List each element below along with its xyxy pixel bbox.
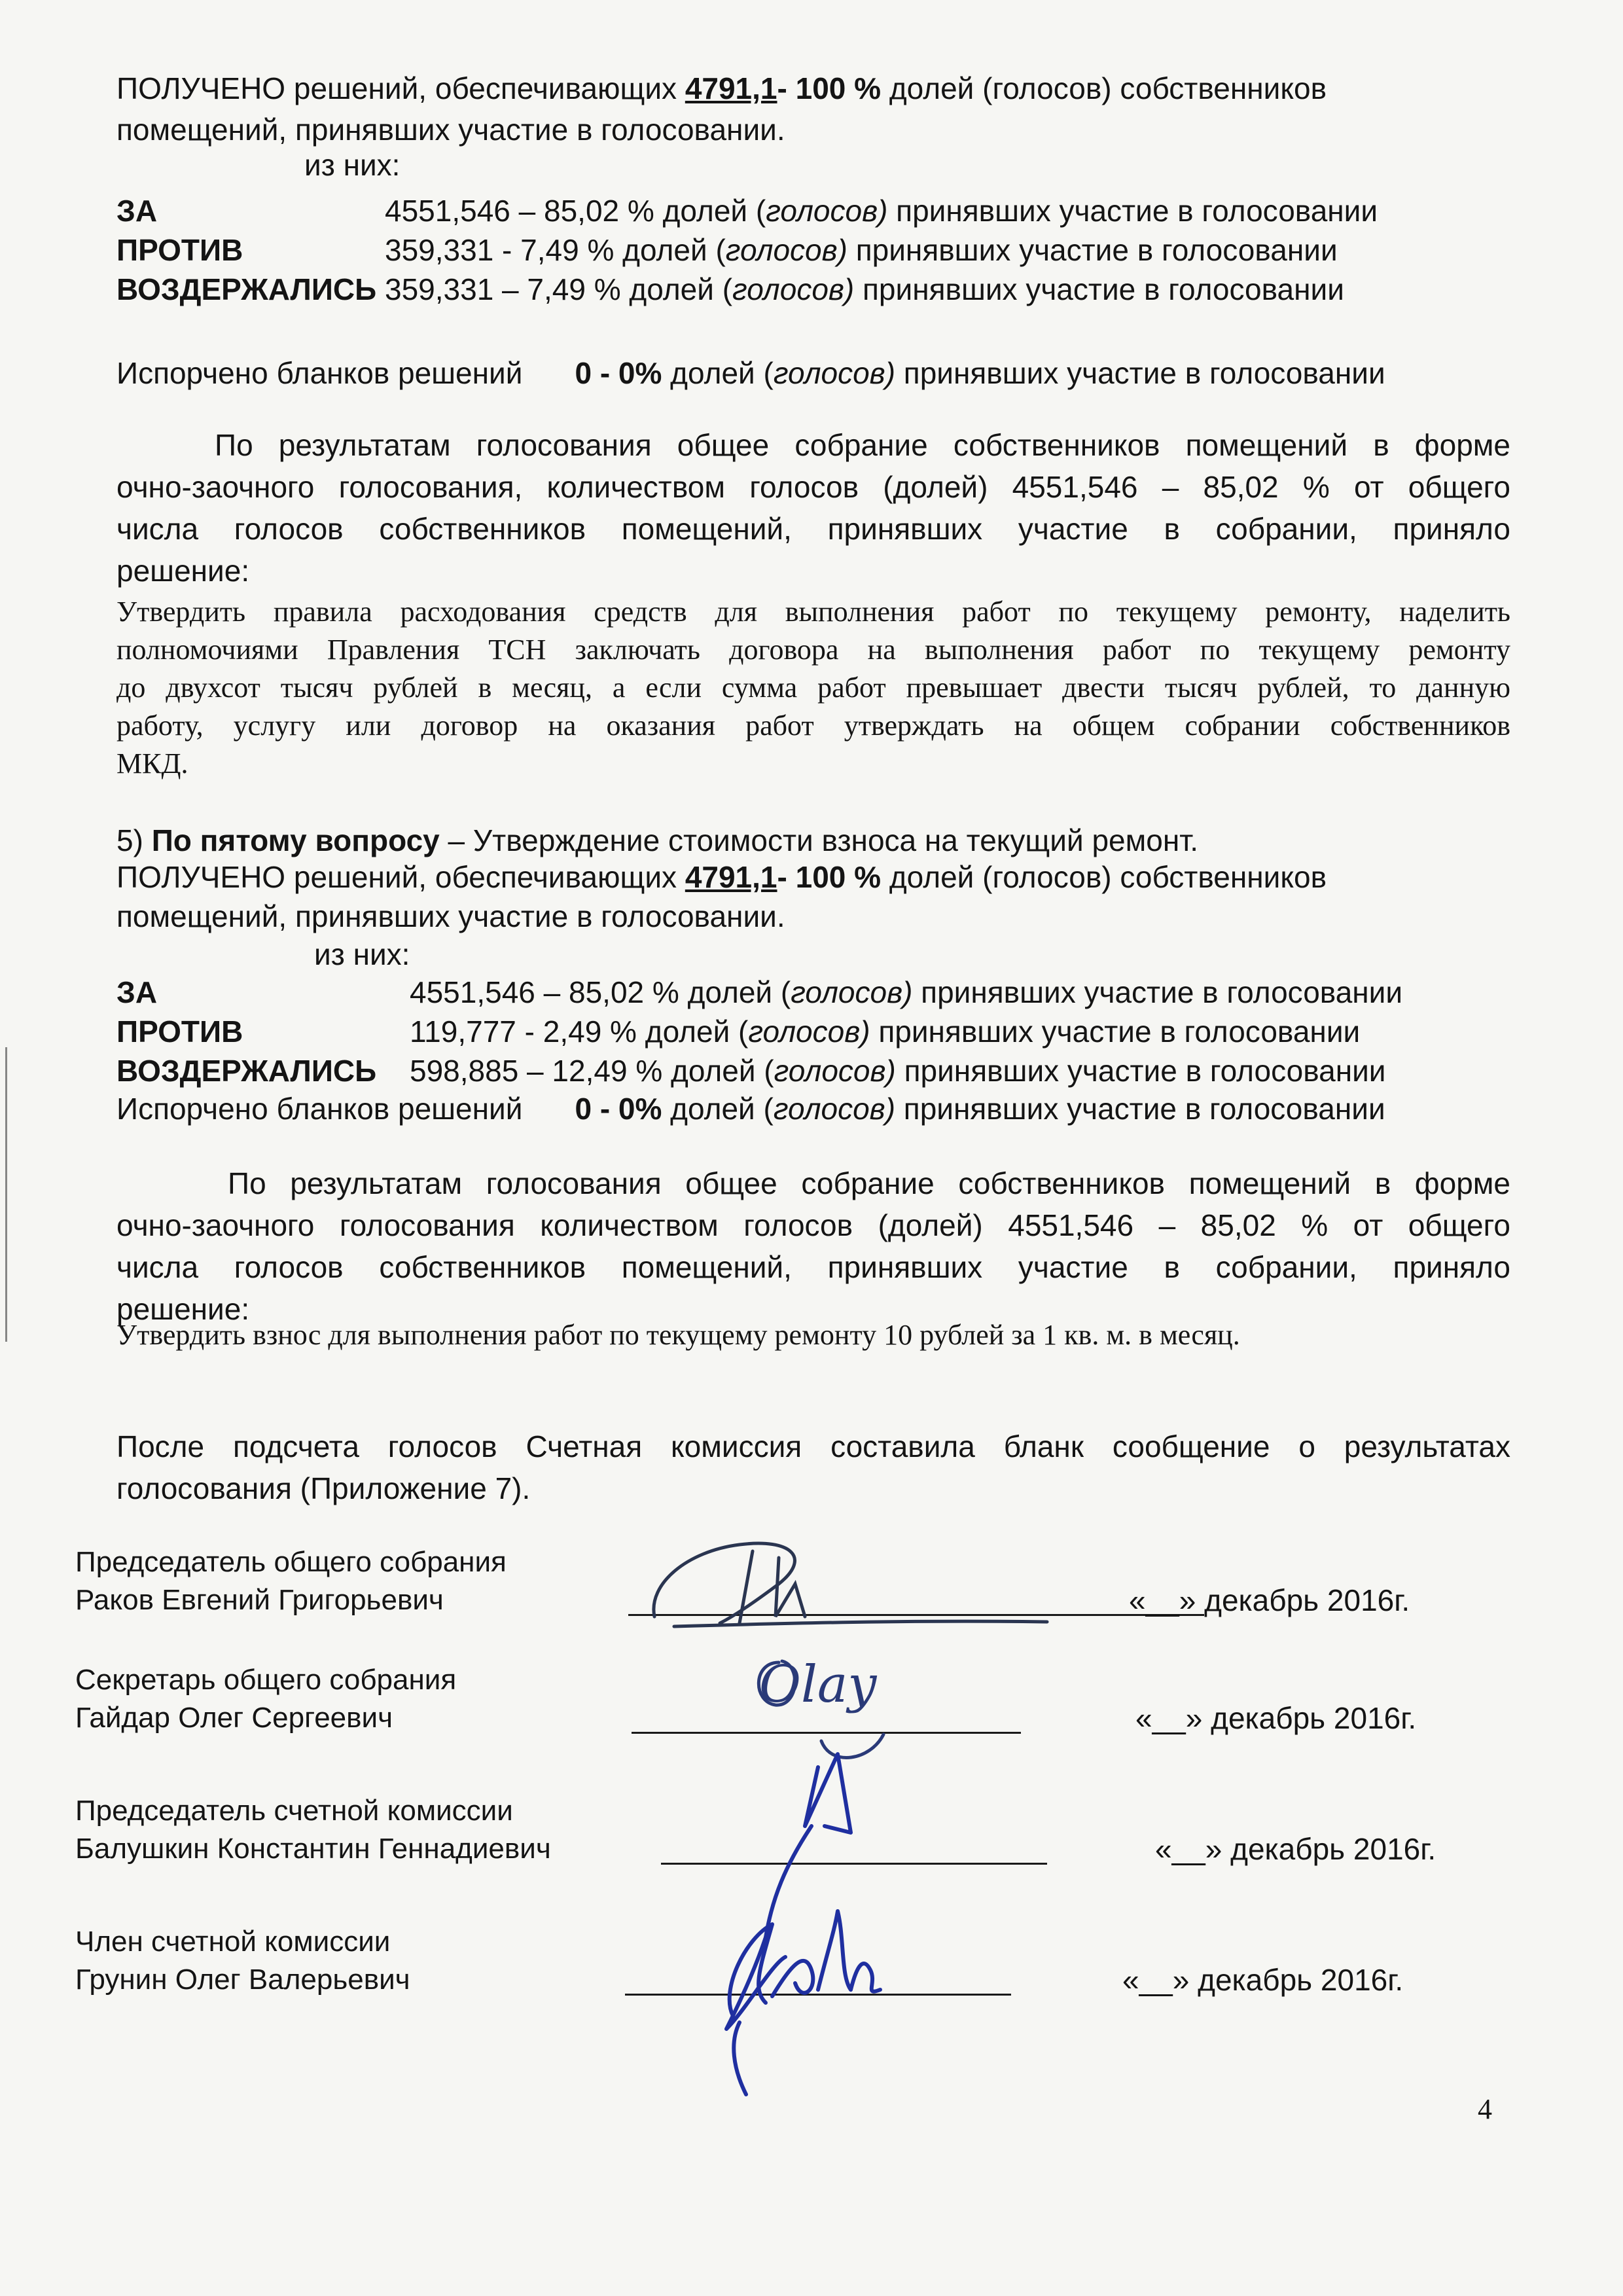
signature-commission-chair: Председатель счетной комиссии Балушкин Константин Геннадиевич «__» декабрь 2016г.	[75, 1795, 1436, 1866]
signature-chairman: Председатель общего собрания Раков Евгений Григорьевич «__» декабрь 2016г.	[75, 1546, 1410, 1617]
chairman-signature-scribble	[654, 1543, 1047, 1626]
signature-secretary: Секретарь общего собрания Гайдар Олег Сергеевич «__» декабрь 2016г.	[75, 1664, 1417, 1735]
q4-result-paragraph: По результатам голосования общее собрание собственников помещений в форме очно-заочного голосования, количеством голосов (долей) 4551,546 – 85,02 % от общего числа голосов собственников помещений, принявших участие в собрании, приняло решение:	[116, 428, 1510, 588]
secretary-handwriting: Olay	[759, 1655, 877, 1714]
q5-received-total: 4791,1	[685, 860, 777, 894]
q4-received-total: 4791,1	[685, 71, 777, 105]
q4-vote-for: ЗА 4551,546 – 85,02 % долей (голосов) принявших участие в голосовании	[116, 194, 1378, 228]
q5-of-them: из них:	[314, 937, 410, 971]
q4-vote-abstained: ВОЗДЕРЖАЛИСЬ 359,331 – 7,49 % долей (голосов) принявших участие в голосовании	[116, 272, 1344, 306]
q5-received-line: ПОЛУЧЕНО решений, обеспечивающих 4791,1- 100 % долей (голосов) собственников	[116, 860, 1327, 894]
closing-paragraph: После подсчета голосов Счетная комиссия составила бланк сообщение о результатах голосования (Приложение 7).	[116, 1429, 1510, 1505]
q5-decision: Утвердить взнос для выполнения работ по текущему ремонту 10 рублей за 1 кв. м. в месяц.	[116, 1319, 1240, 1351]
q5-vote-abstained: ВОЗДЕРЖАЛИСЬ 598,885 – 12,49 % долей (голосов) принявших участие в голосовании	[116, 1054, 1386, 1088]
q5-vote-for: ЗА 4551,546 – 85,02 % долей (голосов) принявших участие в голосовании	[116, 975, 1403, 1009]
q5-heading: 5) По пятому вопросу – Утверждение стоимости взноса на текущий ремонт.	[116, 823, 1198, 857]
q5-spoiled-line: Испорчено бланков решений 0 - 0% долей (голосов) принявших участие в голосовании	[116, 1092, 1385, 1126]
q5-result-paragraph: По результатам голосования общее собрание собственников помещений в форме очно-заочного голосования количеством голосов (долей) 4551,546 – 85,02 % от общего числа голосов собственников помещений, принявших участие в собрании, приняло решение:	[116, 1166, 1510, 1326]
q5-vote-against: ПРОТИВ 119,777 - 2,49 % долей (голосов) принявших участие в голосовании	[116, 1014, 1361, 1049]
q4-spoiled-line: Испорчено бланков решений 0 - 0% долей (голосов) принявших участие в голосовании	[116, 356, 1385, 390]
q4-received-line2: помещений, принявших участие в голосовании.	[116, 113, 785, 147]
commission-signatures-scribble	[726, 1754, 880, 2094]
signature-commission-member: Член счетной комиссии Грунин Олег Валерьевич «__» декабрь 2016г.	[75, 1926, 1404, 1997]
q4-of-them: из них:	[304, 148, 401, 182]
q4-vote-against: ПРОТИВ 359,331 - 7,49 % долей (голосов) принявших участие в голосовании	[116, 233, 1338, 267]
q4-decision-paragraph: Утвердить правила расходования средств для выполнения работ по текущему ремонту, наделить полномочиями Правления ТСН заключать договора на выполнения работ по текущему ремонту до двухсот тысяч рублей в месяц, а если сумма работ превышает двести тысяч рублей, то данную работу, услугу или договор на оказания работ утверждать на общем собрании собственников МКД.	[116, 596, 1510, 780]
page-number: 4	[1478, 2093, 1492, 2125]
q5-received-line2: помещений, принявших участие в голосовании.	[116, 899, 785, 933]
q4-received-line: ПОЛУЧЕНО решений, обеспечивающих 4791,1- 100 % долей (голосов) собственников	[116, 71, 1327, 105]
